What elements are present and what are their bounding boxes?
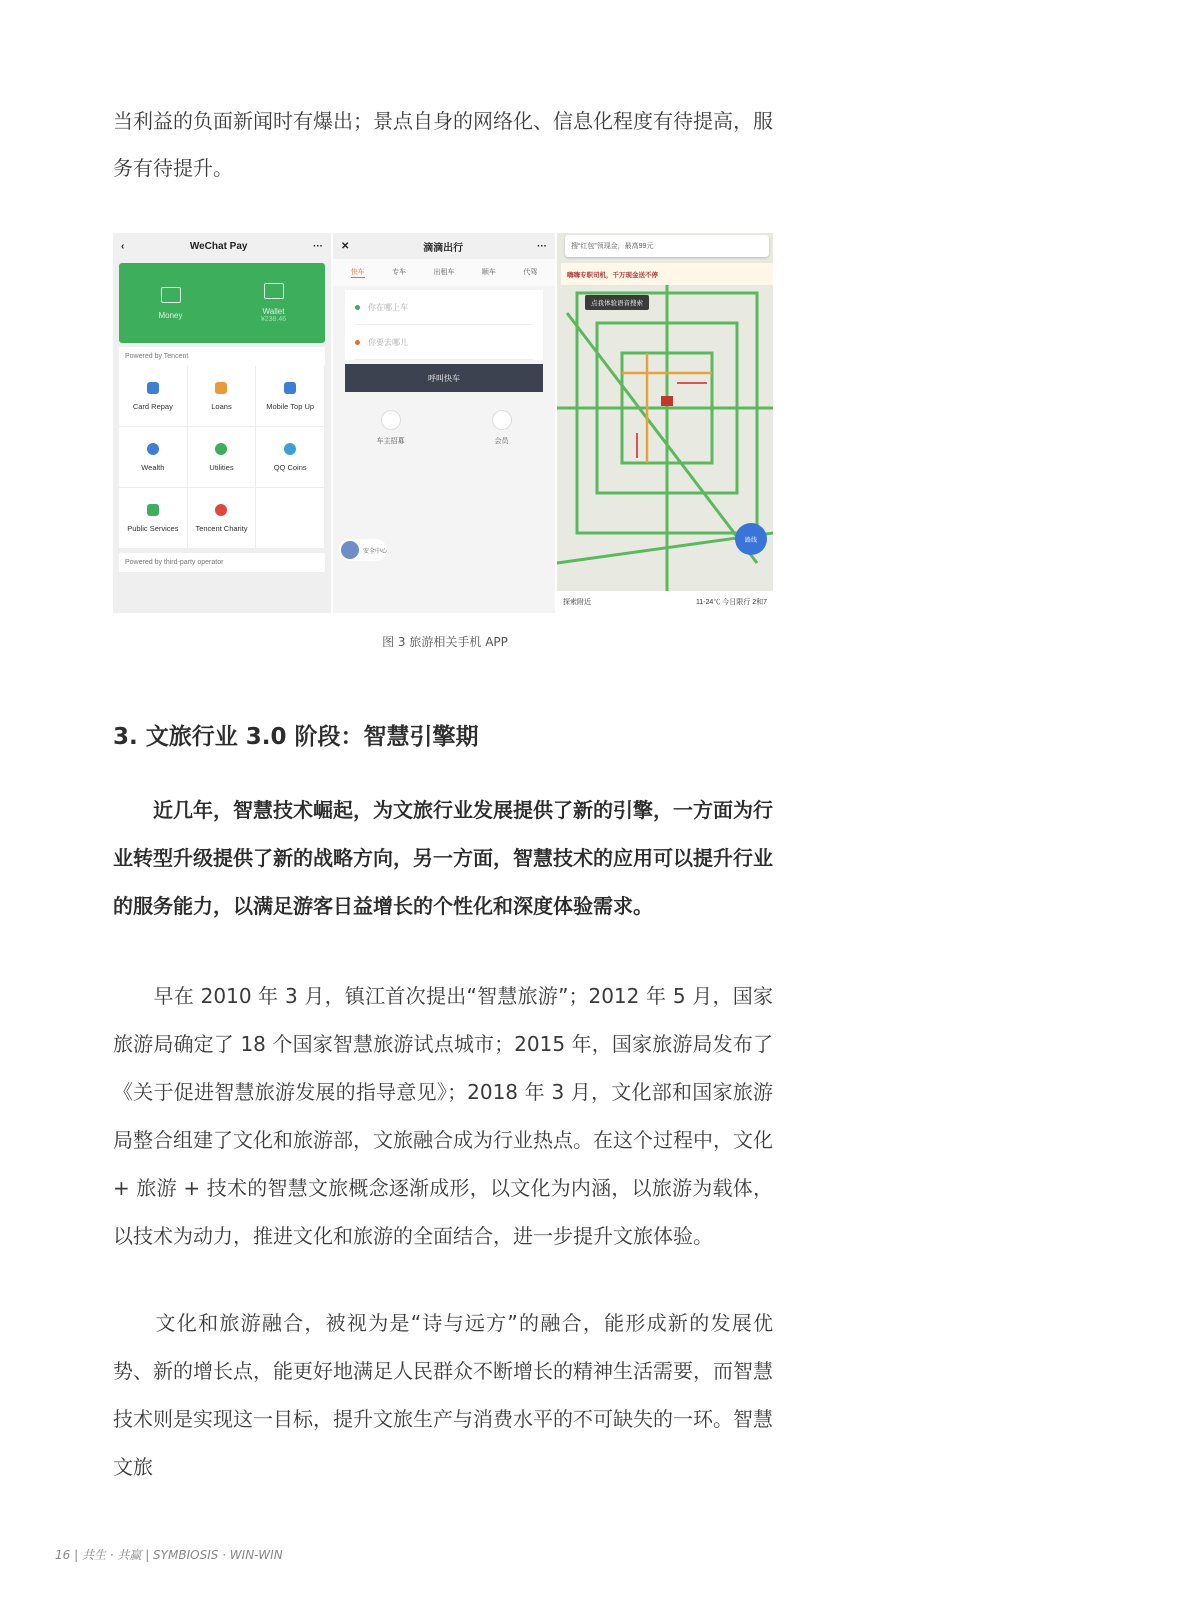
weather-info: 11-24℃ 今日限行 2和7: [695, 599, 767, 606]
service-qq-coins[interactable]: [256, 427, 325, 488]
powered-by-third-party: Powered by third-party operator: [125, 559, 224, 566]
wechat-title: WeChat Pay: [189, 240, 248, 252]
service-label: Wealth: [141, 462, 165, 472]
service-wealth[interactable]: [119, 427, 188, 488]
bold-paragraph: 近几年，智慧技术崛起，为文旅行业发展提供了新的引擎，一方面为行业转型升级提供了新的战略方向，另一方面，智慧技术的应用可以提升行业的服务能力，以满足游客日益增长的个性化和深度体验需求。: [113, 798, 773, 918]
service-empty: [256, 488, 325, 549]
service-card-repay[interactable]: [119, 366, 188, 427]
wechat-topbar: [113, 233, 331, 259]
pickup-placeholder: 你在哪上车: [368, 302, 408, 312]
pickup-field[interactable]: [355, 290, 533, 325]
service-label: QQ Coins: [273, 462, 307, 472]
explore-nearby-button[interactable]: 探索附近: [563, 599, 591, 606]
wallet-label: Wallet: [262, 307, 285, 316]
member-shortcut[interactable]: [492, 410, 512, 446]
page-footer: 16 | 共生 · 共赢 | SYMBIOSIS · WIN-WIN: [55, 1548, 283, 1562]
didi-title: 滴滴出行: [423, 242, 464, 254]
section-heading: 3. 文旅行业 3.0 阶段：智慧引擎期: [113, 724, 479, 750]
map-bottom-bar: [557, 591, 773, 613]
third-party-panel: [119, 553, 325, 572]
service-label: Utilities: [209, 462, 234, 472]
tab-express[interactable]: 快车: [350, 269, 365, 276]
intro-line-1: 当利益的负面新闻时有爆出；景点自身的网络化、信息化程度有待提高，服: [113, 109, 773, 133]
intro-line-2: 务有待提升。: [113, 156, 233, 180]
utilities-icon: [215, 443, 227, 455]
call-express-button[interactable]: 呼叫快车: [345, 364, 543, 392]
destination-dot-icon: [355, 340, 360, 345]
service-loans[interactable]: [188, 366, 257, 427]
safety-center-button[interactable]: [339, 539, 387, 561]
wallet-amount: ¥238.46: [260, 316, 287, 323]
wallet-button[interactable]: [222, 263, 325, 343]
money-button[interactable]: [119, 263, 222, 343]
tab-hitch[interactable]: 顺车: [481, 269, 496, 276]
destination-placeholder: 你要去哪儿: [368, 337, 408, 347]
back-icon[interactable]: ‹: [121, 240, 125, 252]
service-label: Public Services: [127, 523, 179, 533]
wechat-pay-screen: [113, 233, 331, 613]
service-mobile-top-up[interactable]: [256, 366, 325, 427]
driver-icon: [381, 410, 401, 430]
destination-field[interactable]: [355, 325, 533, 360]
didi-route-card: [345, 290, 543, 360]
member-icon: [492, 410, 512, 430]
map-search-bar[interactable]: [565, 235, 769, 257]
figure-caption: 图 3 旅游相关手机 APP: [382, 635, 508, 649]
service-tencent-charity[interactable]: [188, 488, 257, 549]
pickup-dot-icon: [355, 305, 360, 310]
service-label: Tencent Charity: [195, 523, 248, 533]
traffic-map[interactable]: [557, 233, 773, 613]
tab-premier[interactable]: 专车: [392, 269, 407, 276]
wallet-icon: [264, 283, 284, 299]
didi-shortcuts: [333, 410, 555, 446]
route-button[interactable]: 路线: [735, 523, 767, 555]
shortcut-label: 会员: [494, 438, 509, 445]
safety-label: 安全中心: [363, 548, 388, 555]
more-icon[interactable]: ···: [313, 240, 323, 252]
service-label: Loans: [211, 401, 232, 411]
money-label: Money: [158, 310, 183, 320]
map-search-text: 搜“红包”领现金，最高99元: [571, 243, 654, 250]
map-promo-banner[interactable]: 嗨嗨专职司机，千万现金送不停: [561, 263, 773, 285]
history-paragraph: 早在 2010 年 3 月，镇江首次提出“智慧旅游”；2012 年 5 月，国家旅游局确定了 18 个国家智慧旅游试点城市；2015 年，国家旅游局发布了《关于促进智慧旅游发展的指导意见》；2018 年 3 月，文化部和国家旅游局整合组建了文化和旅游部，文旅融合成为行业热点。在这个过程中，文化 + 旅游 + 技术的智慧文旅概念逐渐成形，以文化为内涵，以旅游为载体，以技术为动力，推进文化和旅游的全面结合，进一步提升文旅体验。: [113, 984, 773, 1248]
loans-icon: [215, 382, 227, 394]
map-screen: [557, 233, 773, 613]
service-label: Mobile Top Up: [266, 401, 315, 411]
shortcut-label: 车主招募: [376, 438, 405, 445]
money-icon: [161, 287, 181, 303]
qq-icon: [284, 443, 296, 455]
service-label: Card Repay: [132, 401, 173, 411]
shield-icon: [341, 541, 359, 559]
didi-screen: [333, 233, 555, 613]
powered-by-tencent: Powered by Tencent: [125, 353, 189, 360]
driver-recruit-shortcut[interactable]: [377, 410, 405, 446]
wechat-top-card: [119, 263, 325, 343]
card-icon: [147, 382, 159, 394]
fusion-paragraph: 文化和旅游融合，被视为是“诗与远方”的融合，能形成新的发展优势、新的增长点，能更好地满足人民群众不断增长的精神生活需要，而智慧技术则是实现这一目标，提升文旅生产与消费水平的不可缺失的一环。智慧文旅: [113, 1311, 773, 1479]
wealth-icon: [147, 443, 159, 455]
charity-icon: [215, 504, 227, 516]
close-icon[interactable]: ✕: [341, 240, 350, 252]
didi-service-tabs: [333, 259, 555, 286]
didi-topbar: [333, 233, 555, 259]
service-utilities[interactable]: [188, 427, 257, 488]
voice-search-tip[interactable]: 点我体验语音搜索: [585, 295, 649, 310]
service-public-services[interactable]: [119, 488, 188, 549]
wechat-services-panel: [119, 347, 325, 549]
tab-driver[interactable]: 代驾: [523, 269, 538, 276]
tab-taxi[interactable]: 出租车: [433, 269, 455, 276]
wechat-services-grid: [119, 366, 325, 549]
more-icon[interactable]: ···: [536, 240, 547, 252]
app-screenshots-figure: [113, 233, 773, 613]
public-services-icon: [147, 504, 159, 516]
phone-icon: [284, 382, 296, 394]
